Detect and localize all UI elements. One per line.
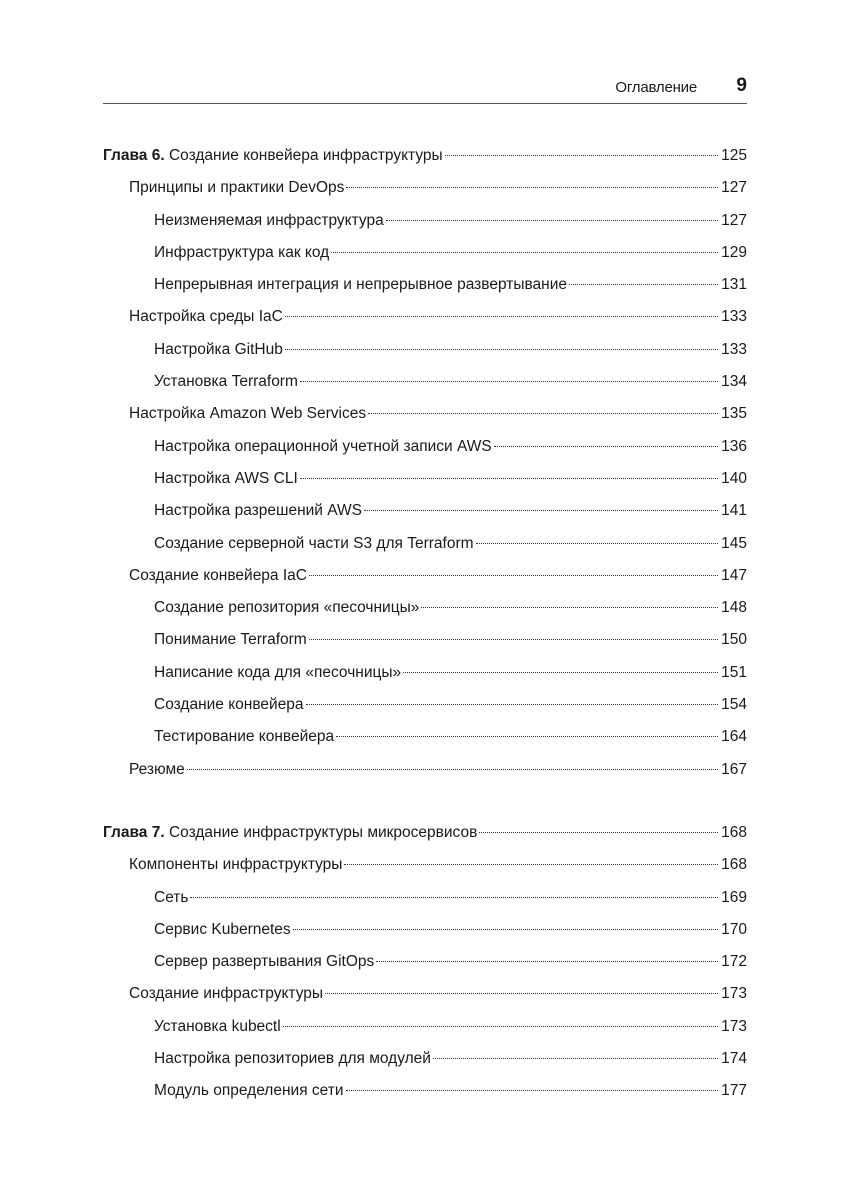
page-number: 151	[721, 663, 747, 681]
entry-title: Настройка Amazon Web Services	[129, 405, 367, 423]
dot-leader	[376, 961, 718, 962]
page-number: 134	[721, 373, 747, 391]
chapter-title-text: Создание инфраструктуры микросервисов	[164, 823, 478, 841]
dot-leader	[300, 381, 718, 382]
entry-title: Создание репозитория «песочницы»	[154, 599, 420, 617]
page-number: 173	[721, 985, 747, 1003]
entry-title: Сеть	[154, 888, 189, 906]
header-title: Оглавление	[615, 79, 697, 96]
entry-title: Настройка разрешений AWS	[154, 502, 362, 520]
page-number: 172	[721, 953, 747, 971]
page-number: 135	[721, 405, 747, 423]
header-rule	[103, 103, 747, 104]
toc-subsection-entry[interactable]	[103, 657, 747, 689]
page-number: 129	[721, 243, 747, 261]
toc-subsection-entry[interactable]	[103, 528, 747, 560]
page-number: 169	[721, 888, 747, 906]
dot-leader	[494, 446, 718, 447]
dot-leader	[476, 543, 719, 544]
dot-leader	[569, 284, 718, 285]
entry-title: Компоненты инфраструктуры	[129, 856, 343, 874]
page-number: 133	[721, 308, 747, 326]
chapter-title	[103, 140, 443, 172]
toc-section-entry[interactable]	[103, 849, 747, 881]
toc-section-entry[interactable]	[103, 978, 747, 1010]
page-number: 148	[721, 599, 747, 617]
dot-leader	[479, 832, 718, 833]
page-number: 145	[721, 534, 747, 552]
page-number: 131	[721, 276, 747, 294]
toc-subsection-entry[interactable]	[103, 882, 747, 914]
entry-title: Принципы и практики DevOps	[129, 179, 345, 197]
toc-subsection-entry[interactable]	[103, 689, 747, 721]
entry-title: Написание кода для «песочницы»	[154, 663, 402, 681]
page-number: 170	[721, 920, 747, 938]
table-of-contents	[103, 140, 747, 1108]
entry-title: Установка kubectl	[154, 1017, 281, 1035]
page-number: 140	[721, 469, 747, 487]
page-number: 125	[721, 147, 747, 164]
page-number: 154	[721, 696, 747, 714]
entry-title: Сервер развертывания GitOps	[154, 953, 375, 971]
page-number: 150	[721, 631, 747, 649]
page-number: 127	[721, 179, 747, 197]
dot-leader	[283, 1026, 718, 1027]
dot-leader	[364, 510, 718, 511]
toc-chapter-entry[interactable]	[103, 817, 747, 849]
entry-title: Инфраструктура как код	[154, 243, 330, 261]
page-number: 168	[721, 823, 747, 841]
chapter-title	[103, 817, 477, 849]
dot-leader	[403, 672, 718, 673]
dot-leader	[331, 252, 718, 253]
dot-leader	[309, 639, 718, 640]
entry-title: Понимание Terraform	[154, 631, 307, 649]
entry-title: Настройка AWS CLI	[154, 469, 298, 487]
entry-title: Настройка GitHub	[154, 340, 283, 358]
toc-subsection-entry[interactable]	[103, 237, 747, 269]
toc-subsection-entry[interactable]	[103, 334, 747, 366]
dot-leader	[187, 769, 718, 770]
toc-subsection-entry[interactable]	[103, 269, 747, 301]
toc-section-entry[interactable]	[103, 754, 747, 786]
dot-leader	[346, 1090, 719, 1091]
dot-leader	[433, 1058, 718, 1059]
chapter-gap	[103, 786, 747, 817]
toc-subsection-entry[interactable]	[103, 205, 747, 237]
toc-subsection-entry[interactable]	[103, 592, 747, 624]
dot-leader	[190, 897, 718, 898]
entry-title: Сервис Kubernetes	[154, 920, 291, 938]
dot-leader	[445, 155, 718, 156]
running-header	[103, 74, 747, 102]
dot-leader	[368, 413, 718, 414]
dot-leader	[346, 187, 718, 188]
entry-title: Настройка операционной учетной записи AWS	[154, 437, 492, 455]
chapter-number: Глава 6.	[103, 147, 165, 164]
entry-title: Создание инфраструктуры	[129, 985, 324, 1003]
page-number: 177	[721, 1082, 747, 1100]
page-number: 127	[721, 211, 747, 229]
dot-leader	[336, 736, 718, 737]
toc-subsection-entry[interactable]	[103, 463, 747, 495]
entry-title: Создание серверной части S3 для Terraform	[154, 534, 474, 552]
toc-section-entry[interactable]	[103, 172, 747, 204]
entry-title: Неизменяемая инфраструктура	[154, 211, 384, 229]
toc-section-entry[interactable]	[103, 560, 747, 592]
toc-subsection-entry[interactable]	[103, 624, 747, 656]
entry-title: Модуль определения сети	[154, 1082, 344, 1100]
entry-title: Непрерывная интеграция и непрерывное развертывание	[154, 276, 567, 294]
page-number: 133	[721, 340, 747, 358]
dot-leader	[306, 704, 719, 705]
toc-subsection-entry[interactable]	[103, 914, 747, 946]
toc-section-entry[interactable]	[103, 301, 747, 333]
dot-leader	[300, 478, 718, 479]
page-number: 173	[721, 1017, 747, 1035]
page-number: 141	[721, 502, 747, 520]
entry-title: Создание конвейера IaC	[129, 566, 307, 584]
page-number: 136	[721, 437, 747, 455]
dot-leader	[344, 864, 718, 865]
page-number: 174	[721, 1050, 747, 1068]
toc-subsection-entry[interactable]	[103, 721, 747, 753]
dot-leader	[386, 220, 718, 221]
dot-leader	[325, 993, 718, 994]
dot-leader	[309, 575, 718, 576]
entry-title: Настройка среды IaC	[129, 308, 283, 326]
dot-leader	[421, 607, 718, 608]
entry-title: Тестирование конвейера	[154, 728, 335, 746]
toc-subsection-entry[interactable]	[103, 1043, 747, 1075]
toc-subsection-entry[interactable]	[103, 495, 747, 527]
toc-subsection-entry[interactable]	[103, 946, 747, 978]
toc-section-entry[interactable]	[103, 398, 747, 430]
dot-leader	[285, 316, 718, 317]
dot-leader	[285, 349, 718, 350]
entry-title: Резюме	[129, 760, 185, 778]
dot-leader	[293, 929, 718, 930]
entry-title: Установка Terraform	[154, 373, 298, 391]
chapter-number: Глава 7.	[103, 823, 165, 841]
page-number: 164	[721, 728, 747, 746]
toc-chapter-entry[interactable]	[103, 140, 747, 172]
toc-subsection-entry[interactable]	[103, 1011, 747, 1043]
chapter-title-text: Создание конвейера инфраструктуры	[164, 147, 443, 164]
page-number: 168	[721, 856, 747, 874]
entry-title: Настройка репозиториев для модулей	[154, 1050, 431, 1068]
toc-subsection-entry[interactable]	[103, 366, 747, 398]
toc-subsection-entry[interactable]	[103, 1075, 747, 1107]
entry-title: Создание конвейера	[154, 696, 304, 714]
page-number: 147	[721, 566, 747, 584]
header-page-number: 9	[736, 75, 747, 96]
toc-subsection-entry[interactable]	[103, 431, 747, 463]
page-number: 167	[721, 760, 747, 778]
